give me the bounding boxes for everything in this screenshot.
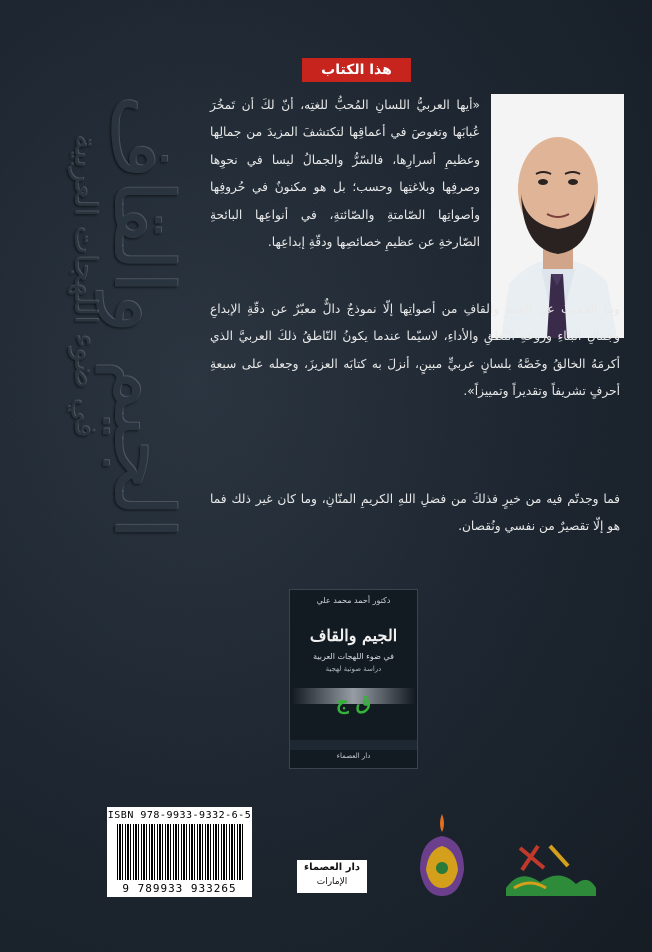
mini-author: دكتور أحمد محمد علي bbox=[316, 596, 391, 605]
paragraph-1b: وما الحديثُ عن الجيمِ والقافِ من أصواتِها إلّا نموذجٌ دالٌّ معبّرٌ عن دقّةِ الإبداعِ وجمالِ البناءِ وروعةِ النُّطقِ والأداءِ، لاسيّما عندما يكونُ النّاطقُ ذلكَ العربيَّ الذي أكرمَهُ الخالقُ وخَصَّهُ بلسانٍ عربيٍّ مبينٍ، أنزلَ به كتابَه العزيزَ، وجعله على سبعةِ أحرفٍ تشريفاً وتقديراً وتمييزاً». bbox=[210, 302, 620, 399]
embossed-title bbox=[40, 95, 220, 555]
mini-cover-art bbox=[290, 590, 417, 768]
publisher-name: دار العصماء bbox=[303, 862, 361, 873]
isbn-label: ISBN 978-9933-9332-6-5 bbox=[107, 810, 252, 821]
barcode-number: 9 789933 933265 bbox=[122, 882, 237, 895]
publisher-country: الإمارات bbox=[316, 877, 348, 887]
header-label: هذا الكتاب bbox=[302, 58, 411, 82]
embossed-subtitle: في ضوء اللهجات العربية bbox=[67, 135, 102, 439]
paragraph-2: فما وجدتّم فيه من خيرٍ فذلكَ من فضلِ اللهِ الكريمِ المنّانِ، وما كان غير ذلك فما هو إلّا تقصيرٌ من نفسي ونُقصان. bbox=[210, 492, 620, 534]
mini-tagline: دراسة صوتية لهجية bbox=[325, 665, 382, 673]
mini-title: الجيم والقاف bbox=[309, 626, 398, 645]
embossed-main-title: الجيم والقاف bbox=[95, 95, 190, 540]
mini-book-cover bbox=[289, 589, 418, 769]
ornament-logo-icon bbox=[410, 810, 474, 900]
mini-letters: ق ج bbox=[335, 690, 372, 714]
mini-publisher: دار العصماء bbox=[336, 752, 371, 760]
mini-subtitle: في ضوء اللهجات العربية bbox=[313, 652, 394, 661]
paragraph-1a: «أيها العربيُّ اللسانِ المُحبُّ للغتِه، أنّ لكَ أن تَمخُرَ عُبابَها وتغوصَ في أعماقِها لتكتشفَ المزيدَ من جمالِها وعظيمِ أسرارِها، فالسّرُّ والجمالُ ليسا في نحوِها وصرفِها وبلاغتِها وحسب؛ بل هو مكنونٌ في حُروفِها وأصواتِها الصّامتةِ والصّائتةِ، في أنواعِها البائحةِ الصّارخةِ عن عظيمِ خصائصِها ودقّةِ إبداعِها. bbox=[210, 98, 480, 250]
isbn-barcode bbox=[107, 807, 252, 897]
barcode-bars bbox=[117, 824, 244, 880]
publisher-box bbox=[297, 860, 367, 893]
publisher-logo-icon bbox=[500, 838, 600, 898]
